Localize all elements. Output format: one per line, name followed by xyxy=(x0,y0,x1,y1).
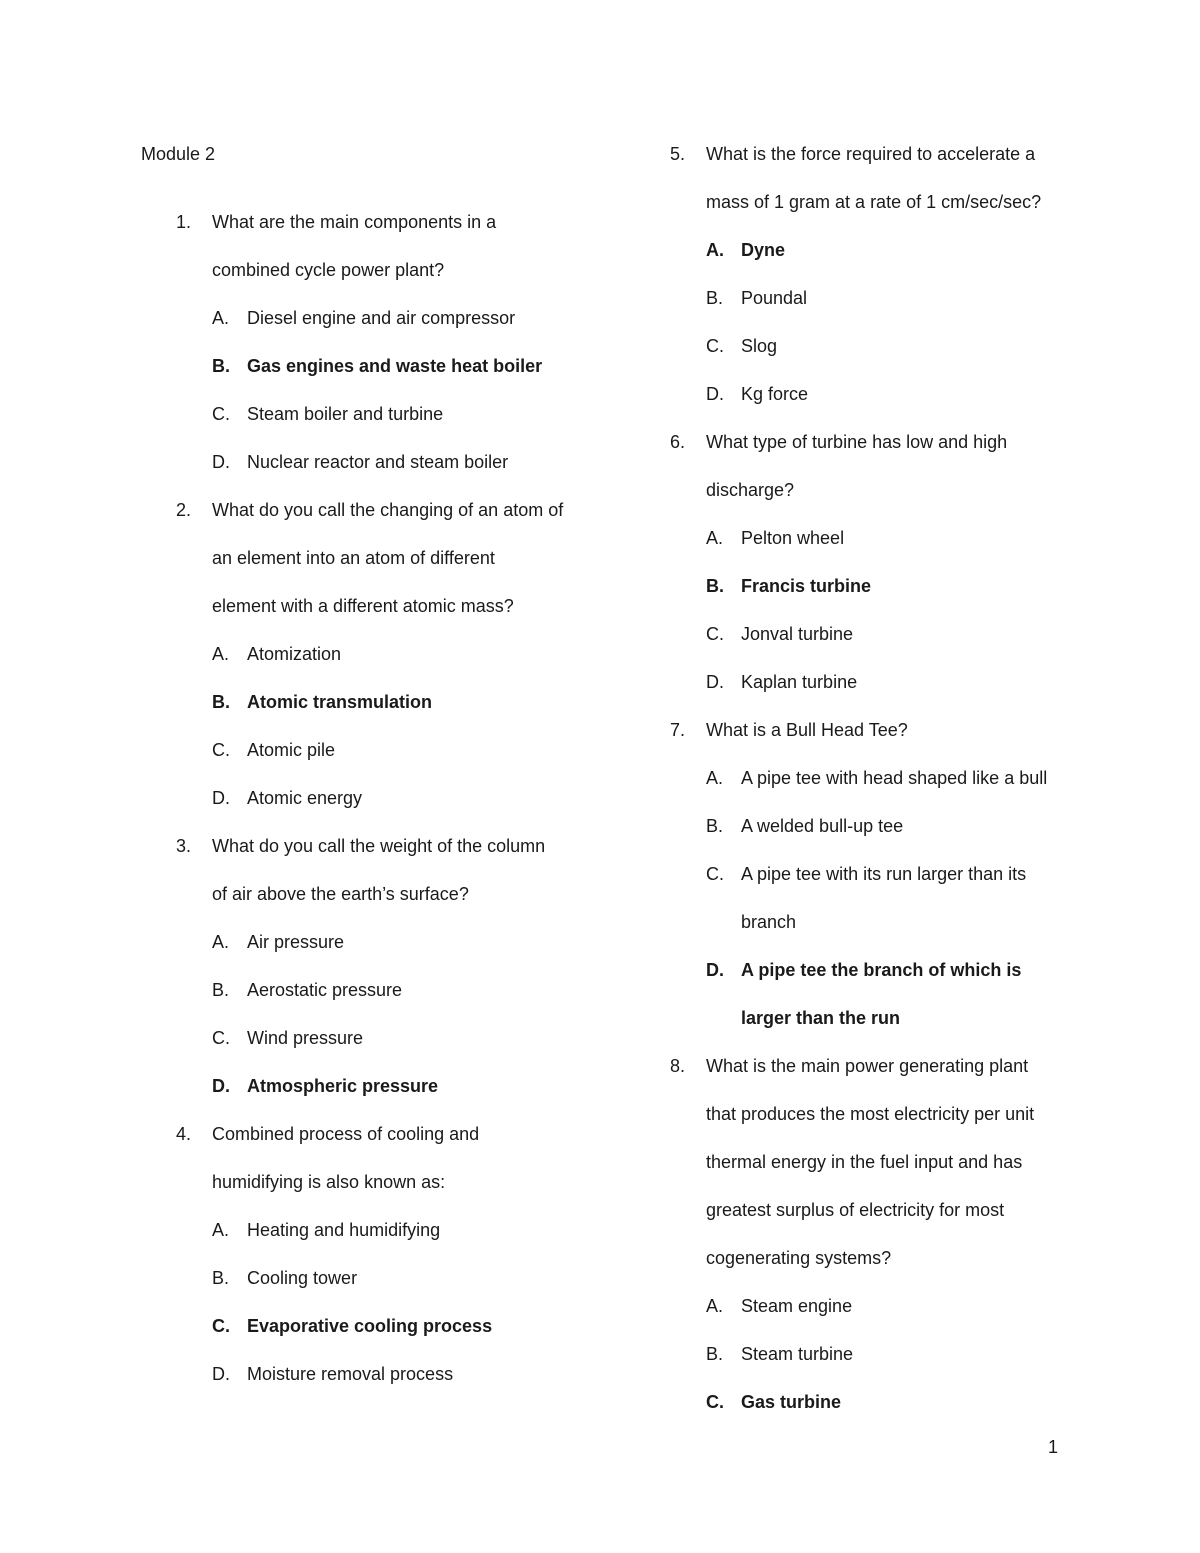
question-7-option-a-letter: A. xyxy=(706,768,724,788)
question-2-text-line: What do you call the changing of an atom of xyxy=(212,500,564,520)
question-8-text-line: cogenerating systems? xyxy=(706,1248,892,1268)
question-3-text-line: of air above the earth’s surface? xyxy=(212,884,469,904)
question-1-option-a-letter: A. xyxy=(212,308,230,328)
question-5-option-a-letter: A. xyxy=(706,240,724,260)
question-8-text-line: greatest surplus of electricity for most xyxy=(706,1200,1005,1220)
question-4-option-a-letter: A. xyxy=(212,1220,230,1240)
question-4-option-d-letter: D. xyxy=(212,1364,230,1384)
question-7-option-d-text: larger than the run xyxy=(741,1008,901,1028)
question-7-text-line: What is a Bull Head Tee? xyxy=(706,720,908,740)
question-8-option-a-letter: A. xyxy=(706,1296,724,1316)
question-7-option-b-text: A welded bull-up tee xyxy=(741,816,904,836)
question-1-option-c-text: Steam boiler and turbine xyxy=(247,404,444,424)
question-4-number: 4. xyxy=(176,1124,192,1144)
question-4-option-c-letter: C. xyxy=(212,1316,230,1336)
question-4-option-c-text: Evaporative cooling process xyxy=(247,1316,493,1336)
question-6-text-line: discharge? xyxy=(706,480,795,500)
question-2-number: 2. xyxy=(176,500,192,520)
question-3-option-d-letter: D. xyxy=(212,1076,230,1096)
question-5-text-line: What is the force required to accelerate a xyxy=(706,144,1036,164)
question-6-number: 6. xyxy=(670,432,686,452)
question-3-option-a-text: Air pressure xyxy=(247,932,345,952)
question-2-text-line: an element into an atom of different xyxy=(212,548,495,568)
question-7-option-d-letter: D. xyxy=(706,960,724,980)
question-2-option-d-letter: D. xyxy=(212,788,230,808)
question-6-option-c-letter: C. xyxy=(706,624,724,644)
question-6-text-line: What type of turbine has low and high xyxy=(706,432,1008,452)
question-8-option-c-letter: C. xyxy=(706,1392,724,1412)
question-7-option-c-letter: C. xyxy=(706,864,724,884)
question-3-option-b-text: Aerostatic pressure xyxy=(247,980,403,1000)
question-6-option-a-letter: A. xyxy=(706,528,724,548)
question-7-option-d-text: A pipe tee the branch of which is xyxy=(741,960,1022,980)
question-3-option-c-letter: C. xyxy=(212,1028,230,1048)
module-title: Module 2 xyxy=(141,144,216,164)
question-1-option-a-text: Diesel engine and air compressor xyxy=(247,308,516,328)
question-8-option-b-letter: B. xyxy=(706,1344,724,1364)
question-5-option-b-letter: B. xyxy=(706,288,724,308)
page-number: 1 xyxy=(1048,1437,1059,1457)
question-5-number: 5. xyxy=(670,144,686,164)
question-8-text-line: that produces the most electricity per unit xyxy=(706,1104,1035,1124)
question-4-option-a-text: Heating and humidifying xyxy=(247,1220,441,1240)
question-7-option-b-letter: B. xyxy=(706,816,724,836)
question-1-text-line: What are the main components in a xyxy=(212,212,497,232)
question-2-option-a-text: Atomization xyxy=(247,644,342,664)
question-3-option-c-text: Wind pressure xyxy=(247,1028,364,1048)
question-5-text-line: mass of 1 gram at a rate of 1 cm/sec/sec? xyxy=(706,192,1042,212)
question-4-option-d-text: Moisture removal process xyxy=(247,1364,454,1384)
question-2-option-b-text: Atomic transmulation xyxy=(247,692,433,712)
question-7-option-a-text: A pipe tee with head shaped like a bull xyxy=(741,768,1048,788)
question-6-option-b-letter: B. xyxy=(706,576,724,596)
question-8-option-a-text: Steam engine xyxy=(741,1296,853,1316)
question-5-option-b-text: Poundal xyxy=(741,288,808,308)
question-8-text-line: What is the main power generating plant xyxy=(706,1056,1029,1076)
question-3-number: 3. xyxy=(176,836,192,856)
question-3-option-d-text: Atmospheric pressure xyxy=(247,1076,439,1096)
question-1-text-line: combined cycle power plant? xyxy=(212,260,445,280)
question-6-option-a-text: Pelton wheel xyxy=(741,528,845,548)
question-1-option-d-text: Nuclear reactor and steam boiler xyxy=(247,452,509,472)
question-7-option-c-text: A pipe tee with its run larger than its xyxy=(741,864,1027,884)
question-5-option-a-text: Dyne xyxy=(741,240,786,260)
question-8-text-line: thermal energy in the fuel input and has xyxy=(706,1152,1023,1172)
question-6-option-d-text: Kaplan turbine xyxy=(741,672,858,692)
question-6-option-c-text: Jonval turbine xyxy=(741,624,854,644)
question-1-option-b-text: Gas engines and waste heat boiler xyxy=(247,356,543,376)
question-2-option-d-text: Atomic energy xyxy=(247,788,363,808)
question-5-option-d-letter: D. xyxy=(706,384,724,404)
question-2-text-line: element with a different atomic mass? xyxy=(212,596,514,616)
question-4-option-b-text: Cooling tower xyxy=(247,1268,358,1288)
question-1-option-c-letter: C. xyxy=(212,404,230,424)
question-3-text-line: What do you call the weight of the column xyxy=(212,836,546,856)
question-4-text-line: humidifying is also known as: xyxy=(212,1172,446,1192)
question-8-number: 8. xyxy=(670,1056,686,1076)
question-5-option-c-letter: C. xyxy=(706,336,724,356)
question-1-option-d-letter: D. xyxy=(212,452,230,472)
question-2-option-b-letter: B. xyxy=(212,692,230,712)
question-1-number: 1. xyxy=(176,212,192,232)
question-5-option-c-text: Slog xyxy=(741,336,778,356)
question-6-option-d-letter: D. xyxy=(706,672,724,692)
question-3-option-a-letter: A. xyxy=(212,932,230,952)
question-3-option-b-letter: B. xyxy=(212,980,230,1000)
question-6-option-b-text: Francis turbine xyxy=(741,576,872,596)
question-8-option-b-text: Steam turbine xyxy=(741,1344,854,1364)
question-2-option-c-letter: C. xyxy=(212,740,230,760)
question-5-option-d-text: Kg force xyxy=(741,384,809,404)
question-2-option-a-letter: A. xyxy=(212,644,230,664)
question-7-number: 7. xyxy=(670,720,686,740)
question-8-option-c-text: Gas turbine xyxy=(741,1392,842,1412)
question-2-option-c-text: Atomic pile xyxy=(247,740,336,760)
question-7-option-c-text: branch xyxy=(741,912,797,932)
question-4-text-line: Combined process of cooling and xyxy=(212,1124,480,1144)
question-1-option-b-letter: B. xyxy=(212,356,230,376)
question-4-option-b-letter: B. xyxy=(212,1268,230,1288)
